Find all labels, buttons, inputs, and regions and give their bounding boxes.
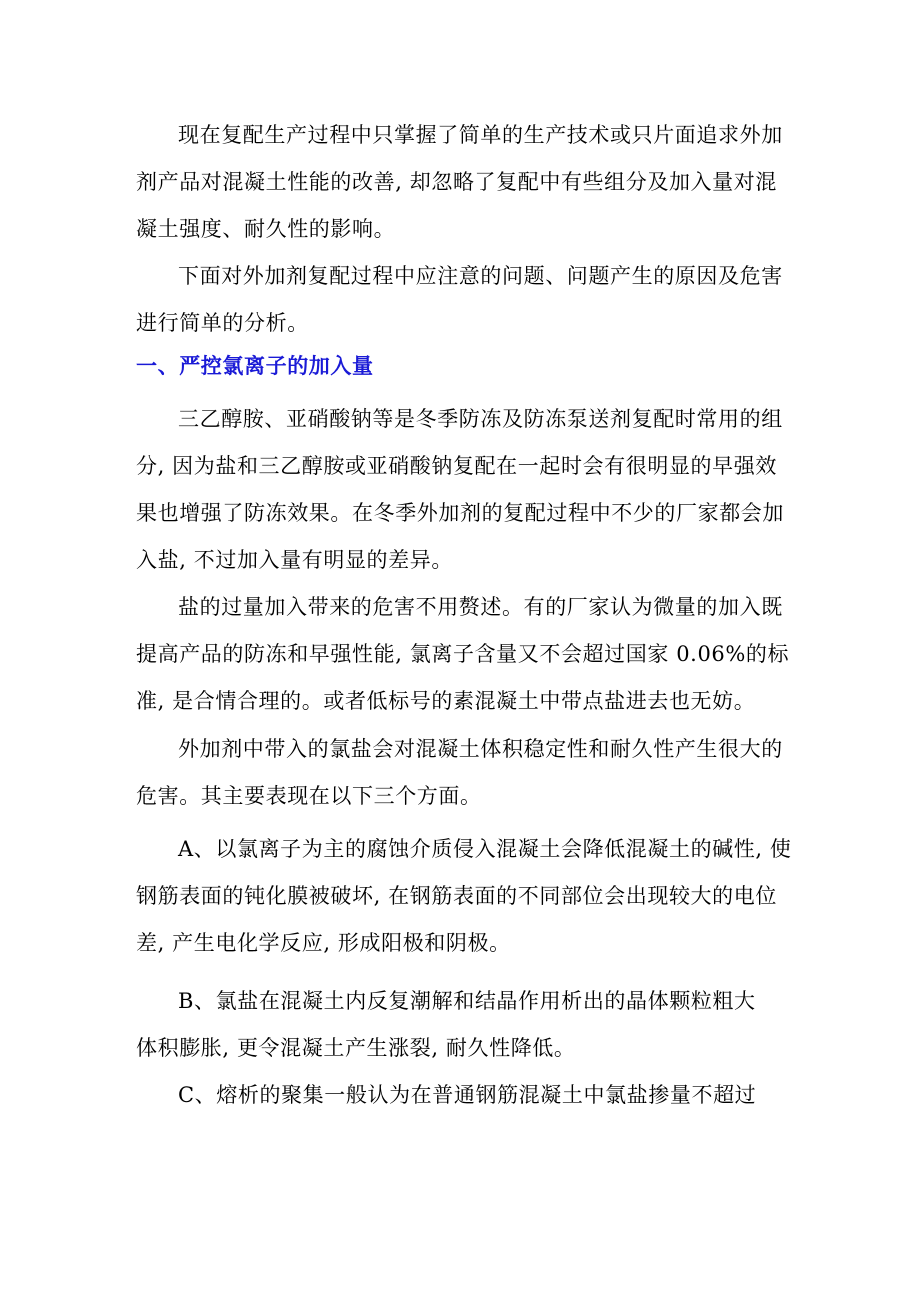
paragraph-chloride-effects [136,726,788,820]
paragraph-line: 差, 产生电化学反应, 形成阳极和阴极。 [136,931,511,955]
paragraph-line: 进行简单的分析。 [136,311,309,335]
paragraph-line: 分, 因为盐和三乙醇胺或亚硝酸钠复配在一起时会有很明显的早强效 [136,454,777,478]
paragraph-point-a [136,826,792,967]
paragraph-line: 危害。其主要表现在以下三个方面。 [136,784,482,808]
paragraph-line: 下面对外加剂复配过程中应注意的问题、问题产生的原因及危害 [178,264,783,288]
paragraph-line: 提高产品的防冻和早强性能, 氯离子含量又不会超过国家 0.06%的标 [136,642,790,666]
paragraph-analysis-intro [136,253,788,347]
paragraph-line: 准, 是合情合理的。或者低标号的素混凝土中带点盐进去也无妨。 [136,689,756,713]
paragraph-line: 剂产品对混凝土性能的改善, 却忽略了复配中有些组分及加入量对混 [136,170,777,194]
paragraph-line: 外加剂中带入的氯盐会对混凝土体积稳定性和耐久性产生很大的 [178,737,783,761]
paragraph-point-b [136,978,788,1072]
paragraph-line: 盐的过量加入带来的危害不用赘述。有的厂家认为微量的加入既 [178,595,783,619]
paragraph-intro [136,112,788,253]
section-heading: 一、严控氯离子的加入量 [136,353,374,378]
paragraph-line: C、熔析的聚集一般认为在普通钢筋混凝土中氯盐掺量不超过 [178,1083,757,1107]
paragraph-line: A、以氯离子为主的腐蚀介质侵入混凝土会降低混凝土的碱性, 使 [178,837,792,861]
paragraph-line: 凝土强度、耐久性的影响。 [136,217,396,241]
paragraph-line: 三乙醇胺、亚硝酸钠等是冬季防冻及防冻泵送剂复配时常用的组 [178,407,783,431]
paragraph-triethanolamine [136,396,788,584]
paragraph-line: 入盐, 不过加入量有明显的差异。 [136,548,453,572]
paragraph-salt-hazard [136,584,788,725]
paragraph-line: 钢筋表面的钝化膜被破坏, 在钢筋表面的不同部位会出现较大的电位 [136,884,777,908]
paragraph-line: 体积膨胀, 更令混凝土产生涨裂, 耐久性降低。 [136,1036,576,1060]
paragraph-line: 果也增强了防冻效果。在冬季外加剂的复配过程中不少的厂家都会加 [136,501,784,525]
paragraph-line: B、氯盐在混凝土内反复潮解和结晶作用析出的晶体颗粒粗大 [178,989,756,1013]
paragraph-point-c [136,1072,788,1119]
paragraph-line: 现在复配生产过程中只掌握了简单的生产技术或只片面追求外加 [178,123,783,147]
